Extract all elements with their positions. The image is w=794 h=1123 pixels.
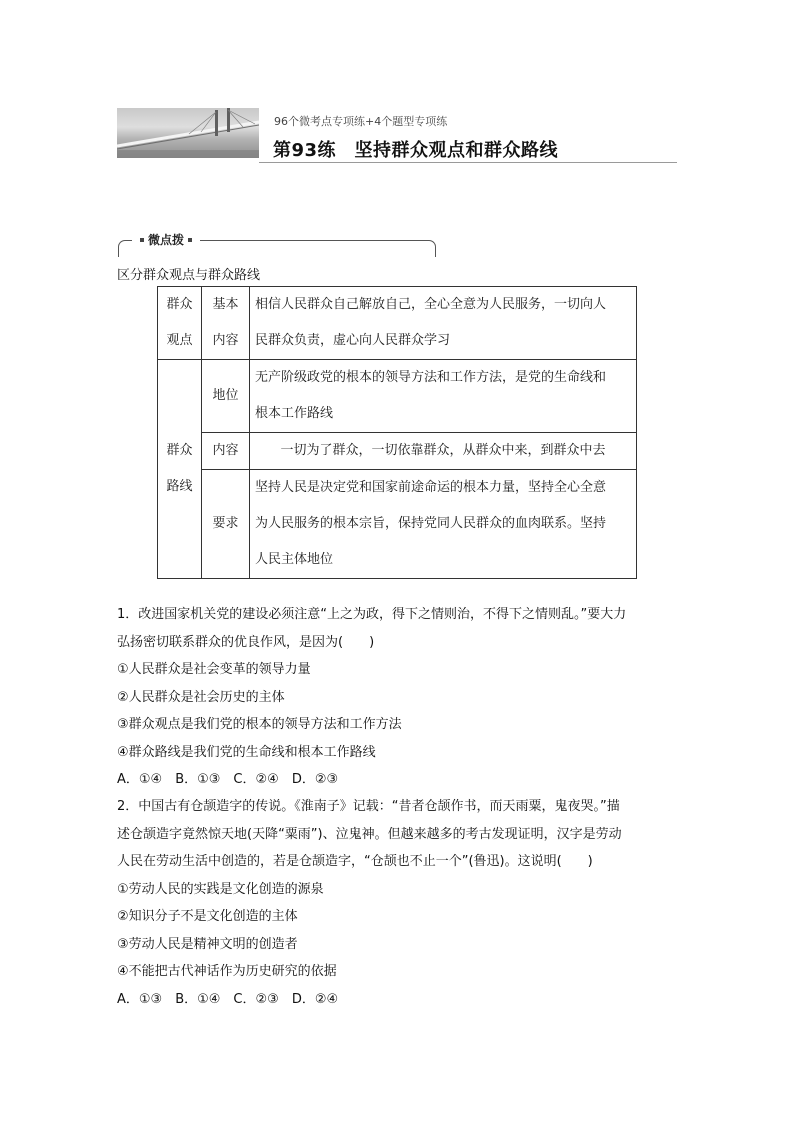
answer-options: A．①③ B．①④ C．②③ D．②④ <box>117 991 339 1007</box>
comparison-table <box>157 286 637 579</box>
bridge-illustration <box>117 108 259 158</box>
section-heading: 区分群众观点与群众路线 <box>117 268 261 283</box>
series-subtitle: 96个微考点专项练+4个题型专项练 <box>274 115 448 128</box>
statement-item: ③劳动人民是精神文明的创造者 <box>117 936 298 952</box>
question-stem: 2．中国古有仓颉造字的传说。《淮南子》记载：“昔者仓颉作书，而天雨粟，鬼夜哭。”描 <box>117 799 620 814</box>
page-title: 第93练 坚持群众观点和群众路线 <box>273 140 559 161</box>
header-banner-image <box>117 108 259 158</box>
table-cell-content: 坚持人民是决定党和国家前途命运的根本力量，坚持全心全意 为人民服务的根本宗旨，保持党同人民群众的血肉联系。坚持 人民主体地位 <box>250 470 637 579</box>
statement-item: ④群众路线是我们党的生命线和根本工作路线 <box>117 744 376 760</box>
table-cell-category: 群众 路线 <box>158 360 202 579</box>
table-cell-field: 地位 <box>202 360 250 433</box>
table-cell-category: 群众 观点 <box>158 287 202 360</box>
table-row <box>158 470 637 579</box>
statement-item: ②人民群众是社会历史的主体 <box>117 689 285 705</box>
question-2 <box>117 793 677 1013</box>
question-stem: 述仓颉造字竟然惊天地(天降“粟雨”)、泣鬼神。但越来越多的考古发现证明，汉字是劳动 <box>117 826 622 842</box>
statement-item: ②知识分子不是文化创造的主体 <box>117 909 298 924</box>
table-row <box>158 360 637 433</box>
statement-item: ①人民群众是社会变革的领导力量 <box>117 662 311 677</box>
table-cell-content: 一切为了群众，一切依靠群众，从群众中来，到群众中去 <box>250 433 637 470</box>
title-divider <box>259 162 677 163</box>
square-bullet-icon <box>188 238 192 242</box>
question-stem: 弘扬密切联系群众的优良作风，是因为( ) <box>117 634 375 650</box>
table-cell-content: 无产阶级政党的根本的领导方法和工作方法，是党的生命线和 根本工作路线 <box>250 360 637 433</box>
tip-label-text: 微点拨 <box>148 233 185 247</box>
answer-options: A．①④ B．①③ C．②④ D．②③ <box>117 772 339 787</box>
question-stem: 1．改进国家机关党的建设必须注意“上之为政，得下之情则治，不得下之情则乱。”要大力 <box>117 607 627 622</box>
statement-item: ④不能把古代神话作为历史研究的依据 <box>117 964 337 979</box>
question-stem: 人民在劳动生活中创造的，若是仓颉造字，“仓颉也不止一个”(鲁迅)。这说明( ) <box>117 854 593 869</box>
tip-label <box>132 231 200 248</box>
table-cell-field: 要求 <box>202 470 250 579</box>
question-1 <box>117 601 677 794</box>
statement-item: ③群众观点是我们党的根本的领导方法和工作方法 <box>117 717 402 732</box>
table-row <box>158 433 637 470</box>
table-row <box>158 287 637 360</box>
table-cell-content: 相信人民群众自己解放自己，全心全意为人民服务，一切向人 民群众负责，虚心向人民群众学习 <box>250 287 637 360</box>
square-bullet-icon <box>140 238 144 242</box>
statement-item: ①劳动人民的实践是文化创造的源泉 <box>117 881 324 897</box>
table-cell-field: 内容 <box>202 433 250 470</box>
table-cell-field: 基本 内容 <box>202 287 250 360</box>
